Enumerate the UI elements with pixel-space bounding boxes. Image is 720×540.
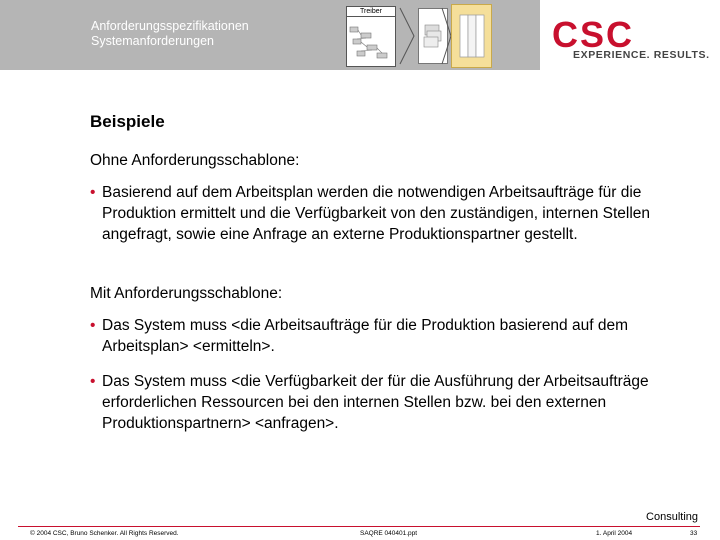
footer-page-number: 33 — [690, 530, 698, 537]
bullet-text-2: Das System muss <die Arbeitsaufträge für die Produktion basierend auf dem Arbeitsplan> <ermitteln>. — [102, 317, 628, 355]
logo-tagline: EXPERIENCE. RESULTS. — [573, 49, 710, 61]
section1-label: Ohne Anforderungsschablone: — [90, 152, 300, 169]
bullet-dot: • — [90, 373, 96, 390]
flowchart-icon — [347, 17, 395, 67]
header-title-line1: Anforderungsspezifikationen — [91, 19, 249, 33]
footer-date: 1. April 2004 — [596, 530, 633, 537]
footer-doc-id: SAQRE 040401.ppt — [360, 530, 418, 537]
chevron-right-icon — [398, 6, 418, 66]
bullet-text-3: Das System muss <die Verfügbarkeit der für die Ausführung der Arbeitsaufträge erforderlichen Ressourcen bei den internen Stellen bzw. bei den externen Produktionspartnern> <anfragen>. — [102, 373, 649, 432]
footer-copyright: © 2004 CSC, Bruno Schenker. All Rights Reserved. — [30, 530, 179, 537]
slide-heading: Beispiele — [90, 112, 165, 131]
consulting-label: Consulting — [646, 511, 698, 523]
slide-header — [0, 0, 720, 70]
footer-divider — [18, 526, 700, 527]
binder-diagram — [451, 4, 492, 68]
bullet-dot: • — [90, 184, 96, 201]
csc-logo-mark: CSC — [552, 14, 635, 55]
bullet-dot: • — [90, 317, 96, 334]
treiber-label: Treiber — [347, 7, 395, 17]
section2-label: Mit Anforderungsschablone: — [90, 285, 283, 302]
header-title-line2: Systemanforderungen — [91, 34, 214, 48]
header-title — [91, 19, 249, 49]
bullet-text-1: Basierend auf dem Arbeitsplan werden die notwendigen Arbeitsaufträge für die Produktion ermittelt und die Verfügbarkeit von den zuständigen, internen Stellen angefragt, sowie eine Anfrage an externe Produktionspartner gestellt. — [102, 184, 651, 243]
treiber-diagram — [346, 6, 396, 67]
binder-icon — [452, 5, 491, 67]
